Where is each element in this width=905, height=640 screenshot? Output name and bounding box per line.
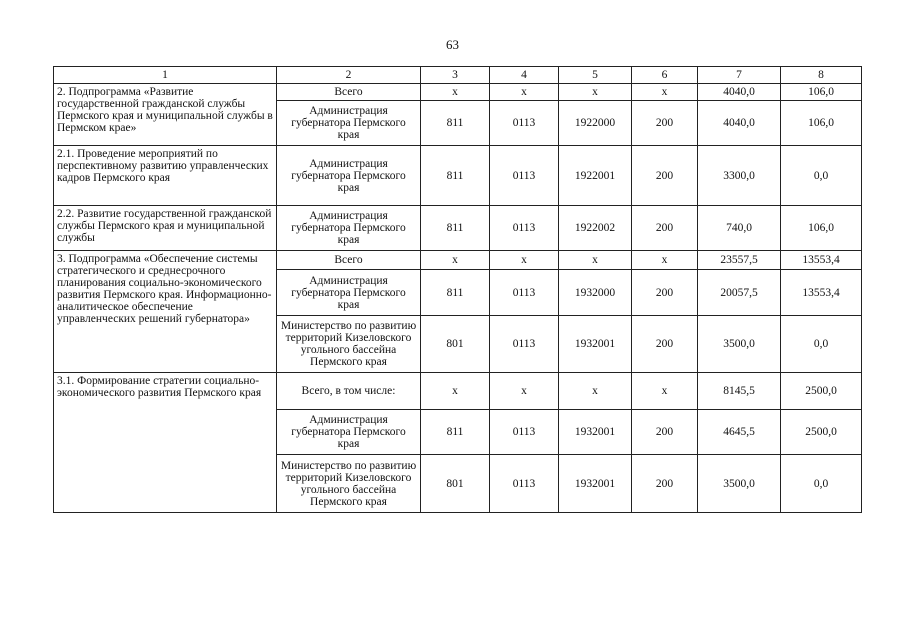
page-number: 63: [446, 37, 459, 52]
header-row: [54, 67, 862, 84]
value-cell: 13553,4: [781, 270, 862, 316]
value-cell: x: [421, 251, 490, 270]
value-cell: 740,0: [698, 206, 781, 251]
value-cell: 1922000: [559, 101, 632, 146]
value-cell: 200: [632, 316, 698, 373]
value-cell: x: [421, 373, 490, 410]
value-cell: 811: [421, 410, 490, 455]
value-cell: 1932000: [559, 270, 632, 316]
value-cell: x: [559, 373, 632, 410]
value-cell: 106,0: [781, 84, 862, 101]
agency-cell: Администрация губернатора Пермского края: [277, 410, 421, 455]
agency-cell: Министерство по развитию территорий Кизеловского угольного бассейна Пермского края: [277, 316, 421, 373]
value-cell: x: [490, 251, 559, 270]
table-row: [54, 206, 862, 251]
value-cell: x: [632, 373, 698, 410]
value-cell: 0113: [490, 410, 559, 455]
value-cell: 8145,5: [698, 373, 781, 410]
value-cell: 0113: [490, 455, 559, 513]
value-cell: 0113: [490, 270, 559, 316]
table-row: [54, 146, 862, 206]
column-header: 5: [559, 67, 632, 84]
value-cell: 2500,0: [781, 410, 862, 455]
column-header: 2: [277, 67, 421, 84]
value-cell: x: [559, 84, 632, 101]
agency-cell: Всего: [277, 84, 421, 101]
value-cell: 200: [632, 270, 698, 316]
value-cell: 801: [421, 455, 490, 513]
value-cell: 23557,5: [698, 251, 781, 270]
agency-cell: Администрация губернатора Пермского края: [277, 101, 421, 146]
column-header: 1: [54, 67, 277, 84]
value-cell: x: [421, 84, 490, 101]
table-row: [54, 373, 862, 410]
agency-cell: Администрация губернатора Пермского края: [277, 146, 421, 206]
agency-cell: Администрация губернатора Пермского края: [277, 206, 421, 251]
value-cell: 1922002: [559, 206, 632, 251]
value-cell: x: [632, 251, 698, 270]
value-cell: 4040,0: [698, 84, 781, 101]
value-cell: 0113: [490, 101, 559, 146]
value-cell: 1932001: [559, 316, 632, 373]
program-title-cell: 3.1. Формирование стратегии социально-экономического развития Пермского края: [54, 373, 277, 513]
value-cell: 0,0: [781, 146, 862, 206]
value-cell: 20057,5: [698, 270, 781, 316]
value-cell: 200: [632, 146, 698, 206]
program-title-cell: 2. Подпрограмма «Развитие государственной гражданской службы Пермского края и муниципальной службы в Пермском крае»: [54, 84, 277, 146]
column-header: 7: [698, 67, 781, 84]
value-cell: 106,0: [781, 206, 862, 251]
agency-cell: Всего: [277, 251, 421, 270]
value-cell: 0,0: [781, 455, 862, 513]
value-cell: 3300,0: [698, 146, 781, 206]
value-cell: 811: [421, 270, 490, 316]
program-title-cell: 2.2. Развитие государственной гражданской службы Пермского края и муниципальной службы: [54, 206, 277, 251]
value-cell: 0113: [490, 316, 559, 373]
value-cell: 0113: [490, 146, 559, 206]
value-cell: 200: [632, 101, 698, 146]
column-header: 8: [781, 67, 862, 84]
value-cell: 1922001: [559, 146, 632, 206]
value-cell: 4645,5: [698, 410, 781, 455]
column-header: 3: [421, 67, 490, 84]
value-cell: 3500,0: [698, 455, 781, 513]
agency-cell: Администрация губернатора Пермского края: [277, 270, 421, 316]
value-cell: 200: [632, 206, 698, 251]
column-header: 6: [632, 67, 698, 84]
agency-cell: Министерство по развитию территорий Кизеловского угольного бассейна Пермского края: [277, 455, 421, 513]
value-cell: 801: [421, 316, 490, 373]
value-cell: 1932001: [559, 410, 632, 455]
table-row: [54, 84, 862, 101]
value-cell: 2500,0: [781, 373, 862, 410]
value-cell: 200: [632, 410, 698, 455]
value-cell: 4040,0: [698, 101, 781, 146]
program-title-cell: 2.1. Проведение мероприятий по перспективному развитию управленческих кадров Пермского края: [54, 146, 277, 206]
table-row: [54, 251, 862, 270]
program-title-cell: 3. Подпрограмма «Обеспечение системы стратегического и среднесрочного планирования социально-экономического развития Пермского края. Информационно-аналитическое обеспечение управленческих решений губернатора»: [54, 251, 277, 373]
value-cell: 0113: [490, 206, 559, 251]
value-cell: 3500,0: [698, 316, 781, 373]
column-header: 4: [490, 67, 559, 84]
table-body: [54, 67, 862, 513]
value-cell: 106,0: [781, 101, 862, 146]
value-cell: 0,0: [781, 316, 862, 373]
value-cell: x: [632, 84, 698, 101]
budget-table: [53, 66, 862, 513]
value-cell: 1932001: [559, 455, 632, 513]
value-cell: x: [490, 84, 559, 101]
value-cell: 13553,4: [781, 251, 862, 270]
value-cell: x: [559, 251, 632, 270]
value-cell: x: [490, 373, 559, 410]
value-cell: 811: [421, 206, 490, 251]
value-cell: 811: [421, 146, 490, 206]
value-cell: 811: [421, 101, 490, 146]
agency-cell: Всего, в том числе:: [277, 373, 421, 410]
value-cell: 200: [632, 455, 698, 513]
